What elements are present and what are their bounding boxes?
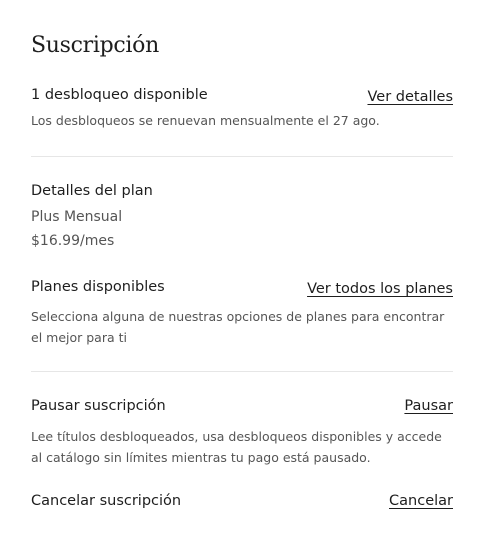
cancel-link[interactable]: Cancelar — [389, 493, 453, 509]
pause-link[interactable]: Pausar — [404, 398, 453, 414]
divider — [31, 156, 453, 157]
plan-details-heading: Detalles del plan — [31, 183, 153, 199]
unlocks-heading: 1 desbloqueo disponible — [31, 87, 208, 103]
view-details-link[interactable]: Ver detalles — [367, 89, 453, 105]
cancel-subscription-heading: Cancelar suscripción — [31, 493, 182, 509]
plan-name: Plus Mensual — [31, 209, 123, 225]
pause-description: Lee títulos desbloqueados, usa desbloqueos disponibles y accede al catálogo sin límites mientras tu pago está pausado. — [31, 429, 442, 465]
pause-subscription-heading: Pausar suscripción — [31, 398, 166, 414]
view-all-plans-link[interactable]: Ver todos los planes — [307, 281, 453, 297]
plan-price: $16.99/mes — [31, 233, 115, 249]
page-title: Suscripción — [31, 33, 159, 58]
available-plans-description: Selecciona alguna de nuestras opciones de planes para encontrar el mejor para ti — [31, 309, 445, 345]
divider — [31, 371, 453, 372]
available-plans-heading: Planes disponibles — [31, 279, 165, 295]
unlocks-renewal-note: Los desbloqueos se renuevan mensualmente el 27 ago. — [31, 113, 380, 128]
